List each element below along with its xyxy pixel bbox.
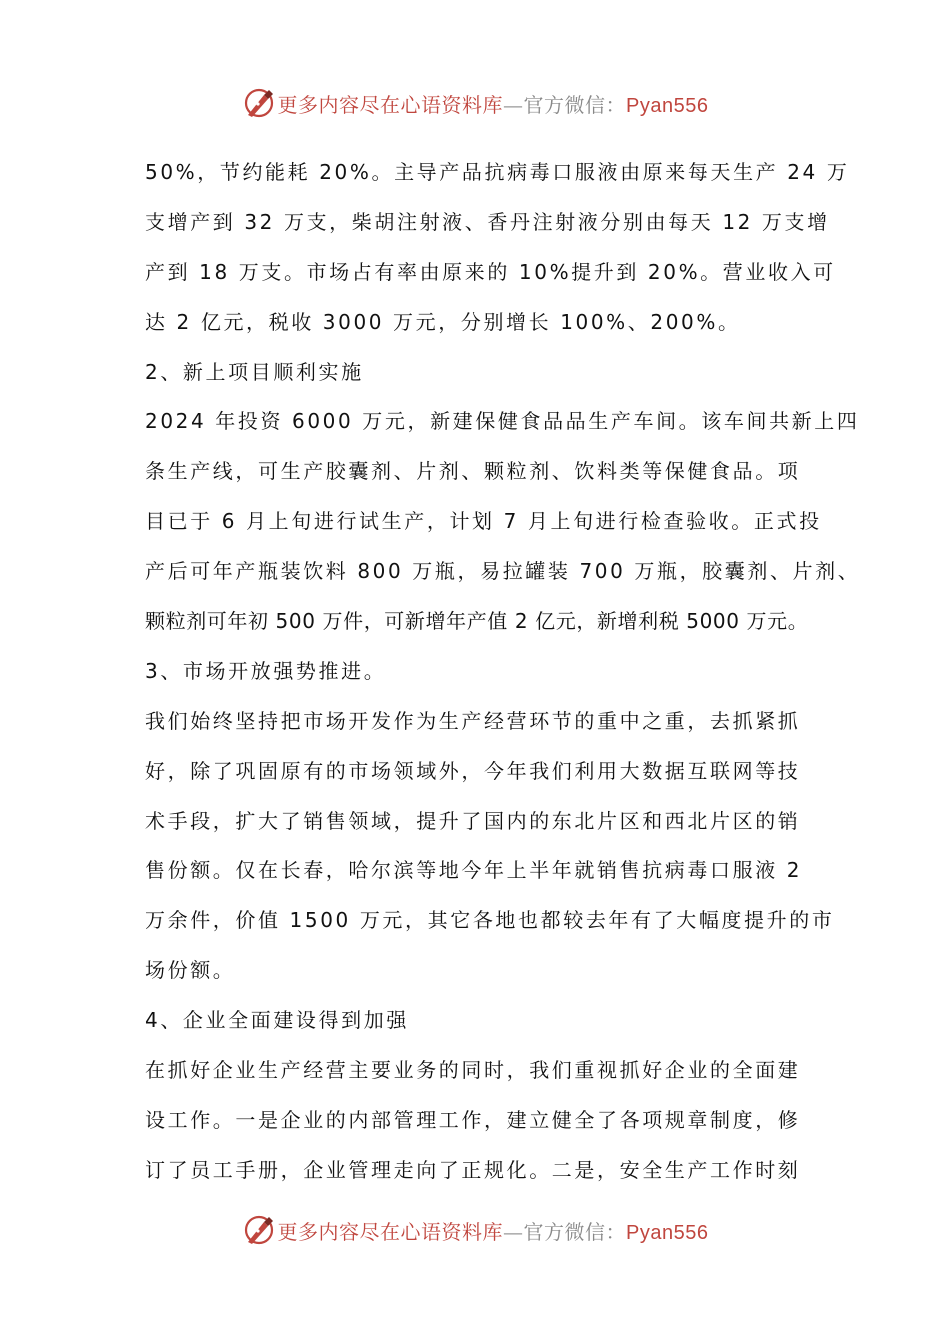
page-footer-watermark [0,1210,950,1250]
watermark-brand: 更多内容尽在心语资料库 [277,92,504,117]
watermark-wechat-id: Pyan556 [626,94,709,117]
body-line: 达 2 亿元，税收 3000 万元，分别增长 100%、200%。 [145,309,741,334]
section-heading: 3、市场开放强势推进。 [145,658,387,683]
watermark-official-label: 官方微信： [523,1219,627,1244]
body-line: 支增产到 32 万支，柴胡注射液、香丹注射液分别由每天 12 万支增 [145,209,830,234]
section-heading: 4、企业全面建设得到加强 [145,1008,409,1033]
body-line: 产后可年产瓶装饮料 800 万瓶，易拉罐装 700 万瓶，胶囊剂、片剂、 [145,559,861,584]
document-body [145,148,861,1196]
section-heading: 2、新上项目顺利实施 [145,359,364,384]
body-line: 在抓好企业生产经营主要业务的同时，我们重视抓好企业的全面建 [145,1058,801,1083]
body-line: 万余件，价值 1500 万元，其它各地也都较去年有了大幅度提升的市 [145,908,835,933]
body-line: 条生产线，可生产胶囊剂、片剂、颗粒剂、饮料类等保健食品。项 [145,459,801,484]
body-line: 我们始终坚持把市场开发作为生产经营环节的重中之重，去抓紧抓 [145,708,801,733]
watermark-dash: — [503,1219,524,1244]
body-line: 售份额。仅在长春，哈尔滨等地今年上半年就销售抗病毒口服液 2 [145,858,803,883]
body-line: 设工作。一是企业的内部管理工作，建立健全了各项规章制度，修 [145,1107,801,1132]
body-line: 50%，节约能耗 20%。主导产品抗病毒口服液由原来每天生产 24 万 [145,160,850,184]
body-line: 颗粒剂可年初 500 万件，可新增年产值 2 亿元，新增利税 5000 万元。 [145,609,809,634]
body-line: 产到 18 万支。市场占有率由原来的 10%提升到 20%。营业收入可 [145,259,836,284]
watermark-brand: 更多内容尽在心语资料库 [277,1219,504,1244]
body-line: 订了员工手册，企业管理走向了正规化。二是，安全生产工作时刻 [145,1157,801,1182]
pen-nib-logo-icon [242,86,276,120]
pen-nib-logo-icon [242,1213,276,1247]
watermark-text [278,89,709,118]
body-line: 2024 年投资 6000 万元，新建保健食品品生产车间。该车间共新上四 [145,409,860,434]
body-line: 目已于 6 月上旬进行试生产，计划 7 月上旬进行检查验收。正式投 [145,509,822,534]
body-line: 术手段，扩大了销售领域，提升了国内的东北片区和西北片区的销 [145,808,801,833]
watermark-official-label: 官方微信： [523,92,627,117]
watermark-text [278,1216,709,1245]
body-line: 好，除了巩固原有的市场领域外，今年我们利用大数据互联网等技 [145,758,801,783]
body-line: 场份额。 [145,958,236,983]
page-header-watermark [0,83,950,123]
watermark-wechat-id: Pyan556 [626,1221,709,1244]
watermark-dash: — [503,92,524,117]
